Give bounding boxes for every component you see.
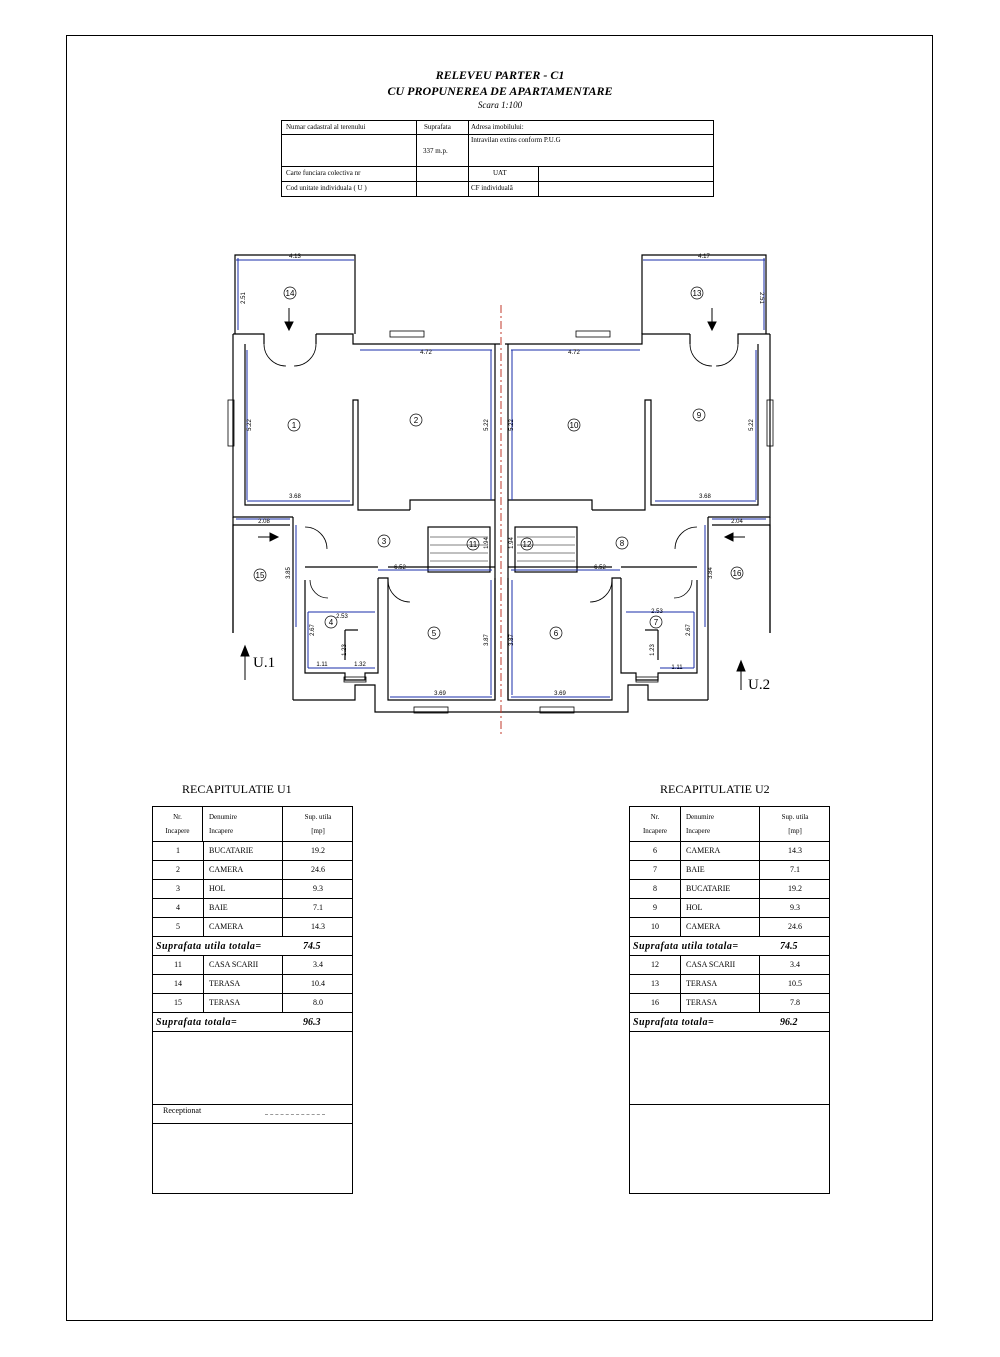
recap-u1-total — [153, 1013, 352, 1032]
dim-1-94-right: 1.94 — [509, 537, 515, 549]
dim-5-22-b: 5.22 — [484, 419, 490, 431]
dim-2-67-right: 2.67 — [686, 624, 692, 636]
row-area: 7.1 — [790, 865, 800, 874]
recap-u2-header-den1: Denumire — [686, 813, 714, 821]
room-number-7: 7 — [653, 618, 659, 627]
row-name: CAMERA — [680, 842, 760, 860]
table-row — [153, 861, 352, 880]
row-nr: 15 — [153, 994, 204, 1012]
row-nr: 16 — [630, 994, 681, 1012]
room-number-5: 5 — [431, 629, 437, 638]
recap-u1-header-den1: Denumire — [209, 813, 237, 821]
recap-u2-total — [630, 1013, 829, 1032]
total-label: Suprafata totala= — [156, 1017, 238, 1028]
dim-1-23-right: 1.23 — [650, 644, 656, 656]
table-row — [153, 956, 352, 975]
room-number-3: 3 — [381, 537, 387, 546]
row-name: CAMERA — [680, 918, 760, 936]
row-area: 9.3 — [313, 884, 323, 893]
uat-label: UAT — [493, 169, 507, 177]
row-name: BUCATARIE — [680, 880, 760, 898]
room-number-15: 15 — [255, 571, 265, 580]
row-nr: 14 — [153, 975, 204, 993]
row-name: CAMERA — [203, 861, 283, 879]
recap-u1-table — [152, 806, 353, 1194]
table-row — [153, 880, 352, 899]
recap-u1-header-den2: Incapere — [209, 827, 234, 835]
table-row — [153, 842, 352, 861]
row-name: CASA SCARII — [203, 956, 283, 974]
row-name: HOL — [203, 880, 283, 898]
unit-2-label: U.2 — [748, 677, 771, 693]
dim-4-72-right: 4.72 — [568, 350, 580, 356]
row-nr: 7 — [630, 861, 681, 879]
row-name: CASA SCARII — [680, 956, 760, 974]
useful-total-value: 74.5 — [780, 941, 798, 952]
recap-u1-header — [153, 807, 352, 842]
adresa-label: Adresa imobilului: — [471, 123, 524, 131]
drawing-title: RELEVEU PARTER - C1 — [435, 68, 565, 82]
recap-u2-header-nr2: Incapere — [642, 827, 668, 835]
room-number-12: 12 — [522, 540, 532, 549]
room-number-11: 11 — [468, 540, 478, 549]
dim-3-87-left: 3.87 — [484, 634, 490, 646]
row-nr: 2 — [153, 861, 204, 879]
dim-5-22-a: 5.22 — [247, 419, 253, 431]
recap-u1-header-sup2: [mp] — [311, 827, 325, 835]
room-number-8: 8 — [619, 539, 625, 548]
dim-3-68-left: 3.68 — [289, 494, 301, 500]
row-nr: 11 — [153, 956, 204, 974]
dim-3-69-right: 3.69 — [554, 691, 566, 697]
useful-total-label: Suprafata utila totala= — [156, 941, 262, 952]
dim-6-52-left: 6.52 — [394, 565, 406, 571]
table-row — [630, 861, 829, 880]
total-value: 96.3 — [303, 1017, 321, 1028]
row-nr: 1 — [153, 842, 204, 860]
recap-u2-header-nr1: Nr. — [650, 813, 660, 821]
dim-2-08: 2.08 — [258, 519, 270, 525]
row-area: 14.3 — [788, 846, 802, 855]
table-row — [153, 975, 352, 994]
cod-unitate-label: Cod unitate individuala ( U ) — [286, 184, 367, 192]
table-row — [630, 842, 829, 861]
row-nr: 3 — [153, 880, 204, 898]
dim-1-32: 1.32 — [354, 662, 366, 668]
adresa-value: Intravilan extins conform P.U.G — [471, 136, 561, 144]
dim-2-67-left: 2.67 — [310, 624, 316, 636]
table-row — [153, 899, 352, 918]
recap-u2-header — [630, 807, 829, 842]
total-label: Suprafata totala= — [633, 1017, 715, 1028]
dim-4-17: 4.17 — [698, 254, 710, 260]
row-area: 8.0 — [313, 998, 323, 1007]
recap-u1-header-sup1: Sup. utila — [304, 813, 332, 821]
row-name: TERASA — [203, 975, 283, 993]
room-number-14: 14 — [285, 289, 295, 298]
dim-1-94-left: 1.94 — [484, 537, 490, 549]
row-name: HOL — [680, 899, 760, 917]
room-number-10: 10 — [569, 421, 579, 430]
dim-1-11-left: 1.11 — [316, 662, 328, 668]
table-row — [630, 899, 829, 918]
table-row — [630, 956, 829, 975]
row-area: 19.2 — [311, 846, 325, 855]
table-row — [630, 880, 829, 899]
row-area: 19.2 — [788, 884, 802, 893]
recap-u2-header-sup2: [mp] — [788, 827, 802, 835]
dim-3-84: 3.84 — [708, 567, 714, 579]
dim-3-85: 3.85 — [286, 567, 292, 579]
recap-u2-title: RECAPITULATIE U2 — [660, 782, 770, 796]
row-area: 24.6 — [311, 865, 325, 874]
suprafata-label: Suprafata — [424, 123, 451, 131]
row-name: BAIE — [203, 899, 283, 917]
recap-u2-table — [629, 806, 830, 1194]
table-row — [153, 918, 352, 937]
dim-4-13: 4.13 — [289, 254, 301, 260]
row-nr: 6 — [630, 842, 681, 860]
row-area: 14.3 — [311, 922, 325, 931]
recap-u2-header-den2: Incapere — [686, 827, 711, 835]
room-number-2: 2 — [413, 416, 419, 425]
recap-u1-useful-total — [153, 937, 352, 956]
row-area: 10.5 — [788, 979, 802, 988]
dim-3-87-right: 3.87 — [509, 634, 515, 646]
receptionat-label: Receptionat — [163, 1106, 202, 1115]
room-number-13: 13 — [692, 289, 702, 298]
drawing-scale: Scara 1:100 — [477, 100, 523, 110]
row-name: TERASA — [203, 994, 283, 1012]
dim-2-51-right: 2.51 — [758, 292, 764, 304]
recap-u2-useful-total — [630, 937, 829, 956]
unit-1-label: U.1 — [253, 655, 276, 671]
dim-3-68-right: 3.68 — [699, 494, 711, 500]
dim-5-22-d: 5.22 — [749, 419, 755, 431]
drawing-subtitle: CU PROPUNEREA DE APARTAMENTARE — [387, 84, 613, 98]
room-number-9: 9 — [696, 411, 702, 420]
row-name: TERASA — [680, 975, 760, 993]
row-name: BUCATARIE — [203, 842, 283, 860]
dim-3-69-left: 3.69 — [434, 691, 446, 697]
useful-total-label: Suprafata utila totala= — [633, 941, 739, 952]
total-value: 96.2 — [780, 1017, 798, 1028]
row-nr: 13 — [630, 975, 681, 993]
carte-funciara-label: Carte funciara colectiva nr — [286, 169, 361, 177]
dim-2-53-right: 2.53 — [651, 609, 663, 615]
row-nr: 12 — [630, 956, 681, 974]
dim-2-04: 2.04 — [731, 519, 743, 525]
room-number-16: 16 — [732, 569, 742, 578]
useful-total-value: 74.5 — [303, 941, 321, 952]
cf-individuala-label: CF individuală — [471, 184, 513, 192]
table-row — [153, 994, 352, 1013]
row-nr: 10 — [630, 918, 681, 936]
row-area: 7.8 — [790, 998, 800, 1007]
room-number-4: 4 — [328, 618, 334, 627]
dim-4-72-left: 4.72 — [420, 350, 432, 356]
row-area: 10.4 — [311, 979, 325, 988]
row-name: BAIE — [680, 861, 760, 879]
row-name: TERASA — [680, 994, 760, 1012]
table-row — [630, 918, 829, 937]
dim-2-53-left: 2.53 — [336, 614, 348, 620]
recap-u1-title: RECAPITULATIE U1 — [182, 782, 292, 796]
row-nr: 4 — [153, 899, 204, 917]
table-row — [630, 975, 829, 994]
room-number-1: 1 — [291, 421, 297, 430]
row-area: 24.6 — [788, 922, 802, 931]
dim-1-23-left: 1.23 — [342, 644, 348, 656]
row-nr: 5 — [153, 918, 204, 936]
recap-u1-header-nr2: Incapere — [165, 827, 190, 835]
row-nr: 8 — [630, 880, 681, 898]
dim-6-52-right: 6.52 — [594, 565, 606, 571]
dim-2-51-left: 2.51 — [241, 292, 247, 304]
table-row — [630, 994, 829, 1013]
row-name: CAMERA — [203, 918, 283, 936]
row-area: 3.4 — [790, 960, 800, 969]
row-area: 7.1 — [313, 903, 323, 912]
room-number-6: 6 — [553, 629, 559, 638]
dim-5-22-c: 5.22 — [509, 419, 515, 431]
row-nr: 9 — [630, 899, 681, 917]
cadastral-label: Numar cadastral al terenului — [286, 123, 366, 131]
recap-u2-header-sup1: Sup. utila — [781, 813, 809, 821]
dim-1-11-right: 1.11 — [671, 665, 683, 671]
suprafata-value: 337 m.p. — [423, 147, 448, 155]
row-area: 9.3 — [790, 903, 800, 912]
row-area: 3.4 — [313, 960, 323, 969]
recap-u1-header-nr1: Nr. — [173, 813, 182, 821]
